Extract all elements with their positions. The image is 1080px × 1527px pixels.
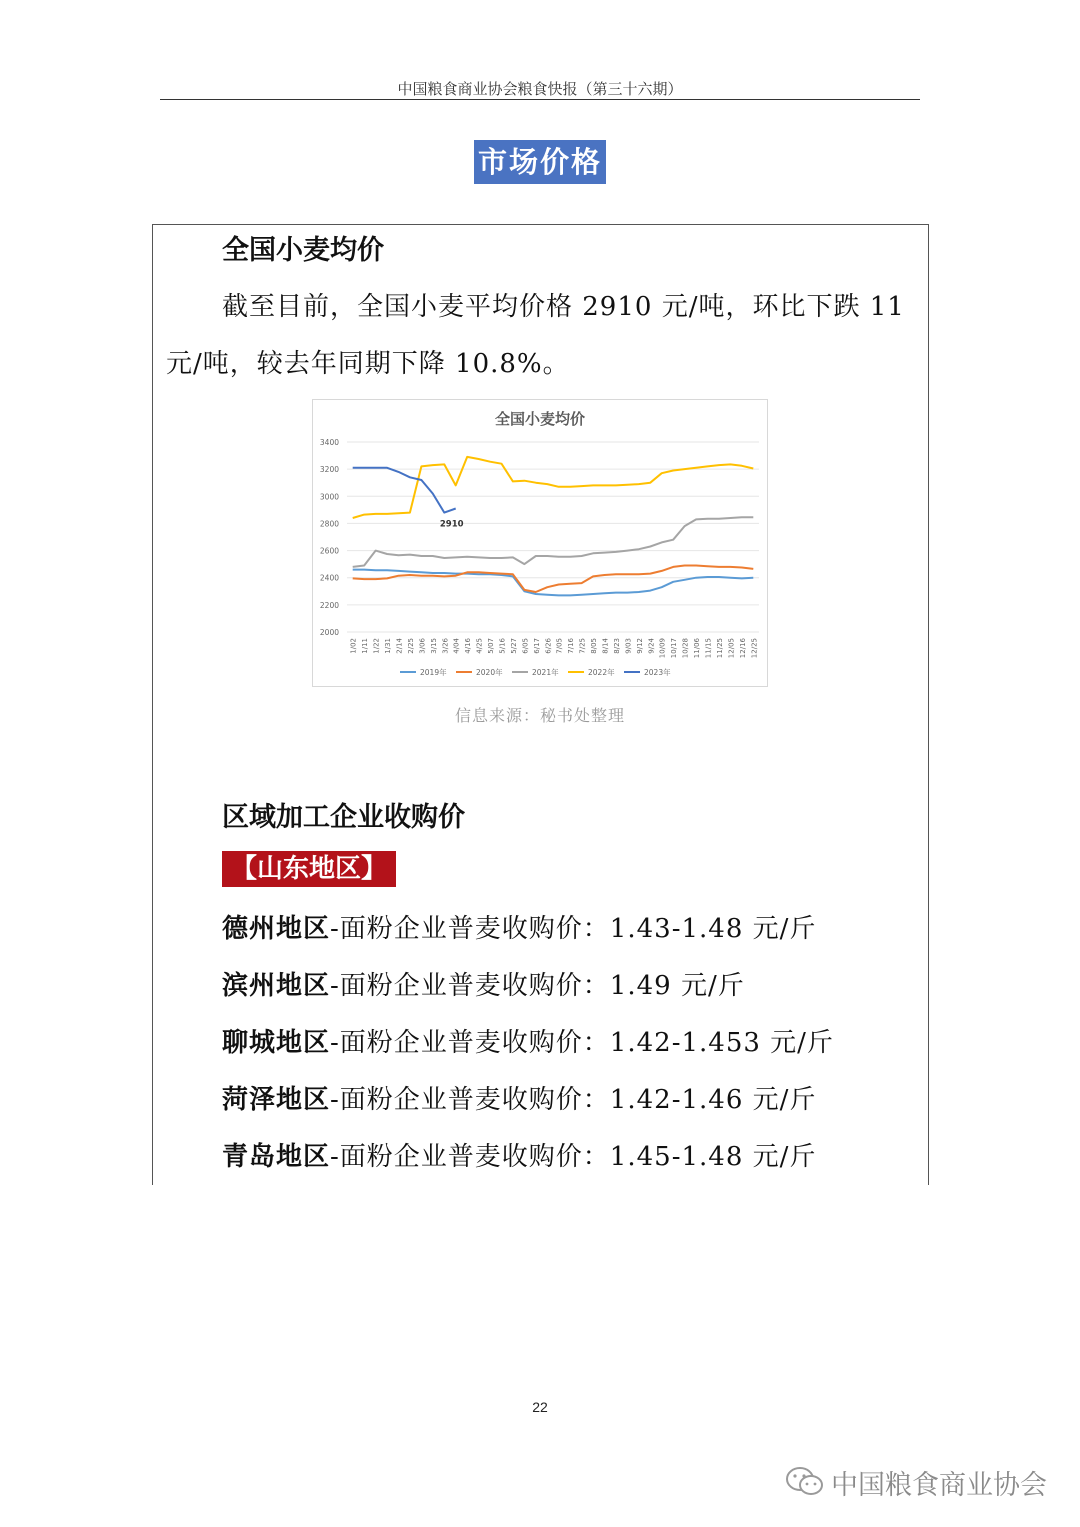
regional-heading: 区域加工企业收购价 — [222, 802, 465, 833]
city-name: 聊城地区 — [222, 1028, 331, 1058]
data-label: 2910 — [439, 519, 464, 530]
watermark-text: 中国粮食商业协会 — [831, 1469, 1047, 1501]
price-row — [222, 908, 816, 945]
x-tick-label: 12/05 — [727, 638, 736, 659]
y-tick-label: 2800 — [319, 519, 339, 529]
price-detail: -面粉企业普麦收购价：1.45-1.48 元/斤 — [330, 1142, 817, 1172]
x-tick-label: 6/17 — [532, 638, 541, 654]
legend-label: 2022年 — [588, 668, 615, 677]
x-tick-label: 1/02 — [349, 638, 358, 654]
x-tick-label: 11/06 — [693, 638, 702, 659]
price-row — [222, 1022, 834, 1059]
x-tick-label: 5/16 — [498, 638, 507, 654]
chart-svg — [313, 400, 767, 686]
legend-label: 2023年 — [644, 668, 671, 677]
x-tick-label: 11/25 — [715, 638, 724, 659]
y-tick-label: 2200 — [319, 600, 339, 610]
price-detail: -面粉企业普麦收购价：1.43-1.48 元/斤 — [330, 914, 817, 944]
x-tick-label: 12/25 — [750, 638, 759, 659]
x-tick-label: 10/09 — [658, 638, 667, 659]
x-tick-label: 3/26 — [441, 638, 450, 654]
y-tick-label: 3200 — [319, 465, 339, 475]
price-row — [222, 1079, 816, 1116]
city-name: 菏泽地区 — [222, 1085, 331, 1115]
section-title: 市场价格 — [474, 140, 606, 184]
x-tick-label: 2/14 — [395, 638, 404, 654]
series-line — [353, 517, 754, 567]
region-label: 【山东地区】 — [222, 851, 396, 887]
x-tick-label: 1/31 — [384, 638, 393, 654]
header-title: 中国粮食商业协会粮食快报（第三十六期） — [397, 80, 683, 98]
price-row — [222, 1136, 816, 1173]
city-name: 德州地区 — [222, 914, 331, 944]
x-tick-label: 10/28 — [681, 638, 690, 659]
legend-label: 2019年 — [420, 668, 447, 677]
x-tick-label: 10/17 — [670, 638, 679, 659]
x-tick-label: 4/16 — [464, 638, 473, 654]
price-detail: -面粉企业普麦收购价：1.42-1.46 元/斤 — [330, 1085, 817, 1115]
national-heading: 全国小麦均价 — [222, 235, 384, 266]
national-paragraph-line1: 截至目前，全国小麦平均价格 2910 元/吨，环比下跌 11 — [222, 292, 905, 322]
x-tick-label: 4/25 — [475, 638, 484, 654]
x-tick-label: 2/25 — [406, 638, 415, 654]
legend-label: 2020年 — [476, 668, 503, 677]
price-row — [222, 965, 745, 1002]
y-tick-label: 3000 — [319, 492, 339, 502]
price-detail: -面粉企业普麦收购价：1.49 元/斤 — [330, 971, 745, 1001]
x-tick-label: 11/15 — [704, 638, 713, 659]
x-tick-label: 8/05 — [590, 638, 599, 654]
x-tick-label: 7/16 — [567, 638, 576, 654]
source-note: 信息来源：秘书处整理 — [454, 706, 625, 725]
header-rule — [160, 99, 920, 100]
x-tick-label: 1/11 — [361, 638, 370, 654]
series-line — [353, 468, 456, 513]
x-tick-label: 12/16 — [738, 638, 747, 659]
x-tick-label: 7/05 — [555, 638, 564, 654]
x-tick-label: 9/03 — [624, 638, 633, 654]
series-line — [353, 570, 754, 596]
city-name: 青岛地区 — [222, 1142, 331, 1172]
x-tick-label: 7/25 — [578, 638, 587, 654]
city-name: 滨州地区 — [222, 971, 331, 1001]
x-tick-label: 8/14 — [601, 638, 610, 654]
national-paragraph-line2: 元/吨，较去年同期下降 10.8%。 — [166, 349, 570, 379]
price-detail: -面粉企业普麦收购价：1.42-1.453 元/斤 — [330, 1028, 834, 1058]
x-tick-label: 6/05 — [521, 638, 530, 654]
x-tick-label: 5/27 — [509, 638, 518, 654]
wheat-price-chart — [312, 399, 768, 687]
x-tick-label: 3/06 — [418, 638, 427, 654]
x-tick-label: 9/24 — [647, 638, 656, 654]
y-tick-label: 3400 — [319, 438, 339, 447]
x-tick-label: 3/15 — [429, 638, 438, 654]
y-tick-label: 2000 — [319, 628, 339, 637]
page-number: 22 — [532, 1399, 548, 1415]
x-tick-label: 6/26 — [544, 638, 553, 654]
x-tick-label: 1/22 — [372, 638, 381, 654]
x-tick-label: 8/23 — [612, 638, 621, 654]
series-line — [353, 457, 754, 518]
y-tick-label: 2600 — [319, 546, 339, 556]
x-tick-label: 4/04 — [452, 638, 461, 654]
x-tick-label: 5/07 — [487, 638, 496, 654]
y-tick-label: 2400 — [319, 573, 339, 583]
legend-label: 2021年 — [532, 668, 559, 677]
chart-title: 全国小麦均价 — [494, 410, 586, 428]
x-tick-label: 9/12 — [635, 638, 644, 654]
wechat-icon — [785, 1465, 825, 1499]
watermark — [785, 1462, 1047, 1502]
